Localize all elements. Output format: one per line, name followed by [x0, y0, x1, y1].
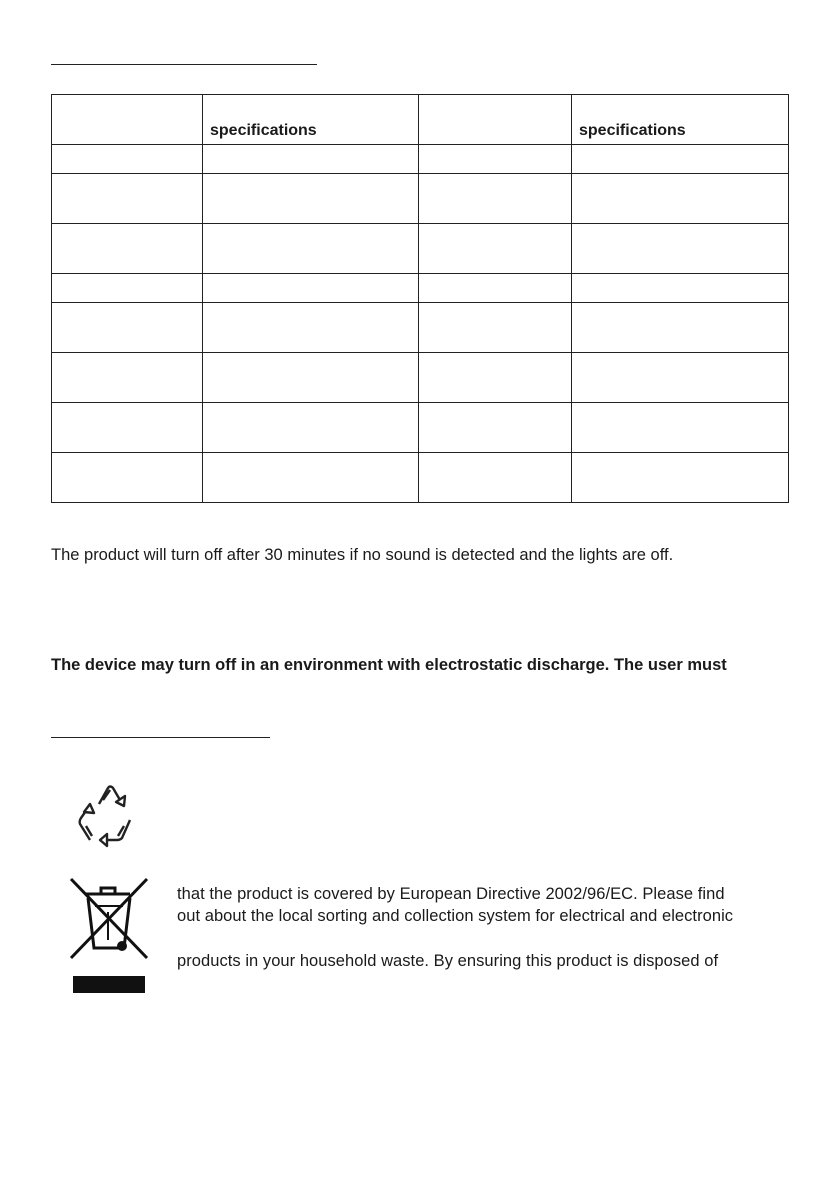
section-heading-underline [51, 64, 317, 65]
table-header-cell [52, 95, 203, 145]
table-cell [419, 453, 572, 503]
table-cell [419, 145, 572, 174]
table-cell [203, 453, 419, 503]
table-cell [203, 353, 419, 403]
table-cell [52, 453, 203, 503]
table-cell [572, 403, 789, 453]
table-row [52, 174, 789, 224]
table-cell [572, 303, 789, 353]
table-header-row [52, 95, 789, 145]
section-heading-underline [51, 737, 270, 738]
table-header-cell: specifications [572, 95, 789, 145]
specifications-table [51, 94, 789, 503]
table-row [52, 145, 789, 174]
table-cell [52, 174, 203, 224]
table-row [52, 453, 789, 503]
table-row [52, 274, 789, 303]
table-cell [572, 353, 789, 403]
table-cell [52, 303, 203, 353]
table-cell [52, 145, 203, 174]
table-cell [419, 353, 572, 403]
table-cell [203, 224, 419, 274]
table-cell [52, 274, 203, 303]
table-cell [572, 145, 789, 174]
table-row [52, 353, 789, 403]
table-cell [419, 174, 572, 224]
esd-warning: The device may turn off in an environment with electrostatic discharge. The user must [51, 656, 727, 674]
table-cell [419, 403, 572, 453]
table-cell [52, 403, 203, 453]
table-cell [203, 174, 419, 224]
table-cell [203, 274, 419, 303]
table-cell [572, 224, 789, 274]
table-header-cell: specifications [203, 95, 419, 145]
crossed-out-wheelie-bin-icon [68, 876, 150, 996]
table-cell [572, 174, 789, 224]
table-cell [419, 303, 572, 353]
table-cell [572, 453, 789, 503]
table-cell [52, 224, 203, 274]
table-row [52, 303, 789, 353]
table-cell [203, 303, 419, 353]
table-cell [419, 224, 572, 274]
recycle-icon [72, 776, 148, 852]
table-cell [419, 274, 572, 303]
table-row [52, 224, 789, 274]
auto-off-note: The product will turn off after 30 minutes if no sound is detected and the lights are off. [51, 546, 674, 564]
table-cell [52, 353, 203, 403]
weee-text-line: products in your household waste. By ensuring this product is disposed of [177, 952, 719, 970]
table-cell [572, 274, 789, 303]
weee-text-line: out about the local sorting and collection system for electrical and electronic [177, 907, 734, 925]
table-header-cell [419, 95, 572, 145]
table-cell [203, 145, 419, 174]
weee-text-line: that the product is covered by European Directive 2002/96/EC. Please find [177, 885, 725, 903]
table-row [52, 403, 789, 453]
table-cell [203, 403, 419, 453]
